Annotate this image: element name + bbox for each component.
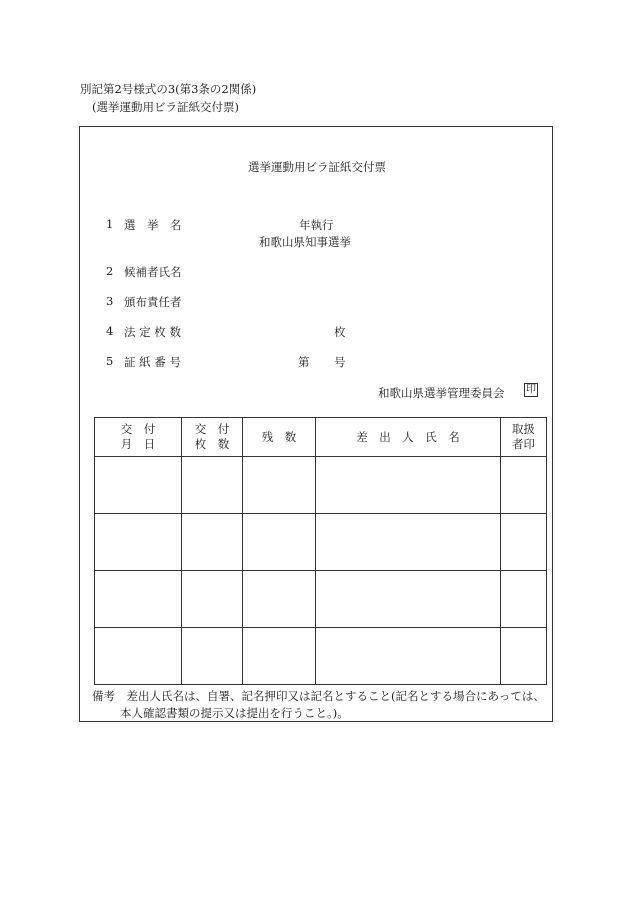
item-label-distribution-manager: 頒布責任者 <box>124 295 182 309</box>
col-header-issue-date-line1: 交 付 <box>120 422 156 436</box>
col-header-remaining-label: 残 数 <box>261 429 297 444</box>
document-title: 選挙運動用ビラ証紙交付票 <box>248 160 386 174</box>
col-header-submitter-name-label: 差 出 人 氏 名 <box>356 429 460 444</box>
col-header-remaining <box>243 418 316 457</box>
form-reference: 別記第2号様式の3(第3条の2関係) <box>80 82 257 96</box>
table-row <box>95 628 547 685</box>
item-value-sheets-unit: 枚 <box>334 325 346 339</box>
item-number-2: 2 <box>106 264 114 278</box>
col-header-submitter-name <box>316 418 501 457</box>
table-row <box>95 514 547 571</box>
table-row <box>95 571 547 628</box>
item-label-candidate-name: 候補者氏名 <box>124 265 182 279</box>
item-value-number-prefix: 第 <box>298 355 310 369</box>
table-cell[interactable] <box>501 571 547 628</box>
note-line-1: 備考 差出人氏名は、自署、記名押印又は記名とすること(記名とする場合にあっては、 <box>92 689 545 703</box>
note-line-2: 本人確認書類の提示又は提出を行うこと。)。 <box>120 706 349 720</box>
col-header-issue-date <box>95 418 182 457</box>
table-cell[interactable] <box>243 628 316 685</box>
item-number-5: 5 <box>106 354 114 368</box>
table-body <box>95 457 547 685</box>
item-number-1: 1 <box>106 217 114 231</box>
table-cell[interactable] <box>182 628 243 685</box>
table-cell[interactable] <box>95 628 182 685</box>
item-label-election-name: 選 挙 名 <box>124 218 182 232</box>
item-value-year-held: 年執行 <box>299 218 334 232</box>
table-cell[interactable] <box>243 571 316 628</box>
table-cell[interactable] <box>501 514 547 571</box>
seal-box: 印 <box>526 384 536 395</box>
col-header-handler-seal-line1: 取扱 <box>512 422 535 436</box>
table-cell[interactable] <box>95 457 182 514</box>
item-value-election: 和歌山県知事選挙 <box>259 235 351 249</box>
col-header-handler-seal <box>501 418 547 457</box>
table-header-row <box>95 418 547 457</box>
table-cell[interactable] <box>316 628 501 685</box>
ledger-table <box>94 417 547 685</box>
item-number-4: 4 <box>106 324 114 338</box>
item-number-3: 3 <box>106 294 114 308</box>
table-row <box>95 457 547 514</box>
col-header-issue-date-line2: 月 日 <box>120 437 156 451</box>
table-cell[interactable] <box>243 514 316 571</box>
table-cell[interactable] <box>182 514 243 571</box>
col-header-issue-count-line2: 枚 数 <box>194 437 230 451</box>
col-header-issue-count-line1: 交 付 <box>194 422 230 436</box>
col-header-issue-count <box>182 418 243 457</box>
table-cell[interactable] <box>316 457 501 514</box>
item-value-number-suffix: 号 <box>334 355 346 369</box>
table-cell[interactable] <box>95 514 182 571</box>
table-cell[interactable] <box>316 571 501 628</box>
col-header-handler-seal-line2: 者印 <box>512 437 535 451</box>
item-label-stamp-number: 証 紙 番 号 <box>124 355 181 369</box>
table-cell[interactable] <box>182 571 243 628</box>
table-cell[interactable] <box>95 571 182 628</box>
table-cell[interactable] <box>501 457 547 514</box>
table-cell[interactable] <box>316 514 501 571</box>
item-label-legal-count: 法 定 枚 数 <box>124 325 181 339</box>
table-cell[interactable] <box>501 628 547 685</box>
form-name: (選挙運動用ビラ証紙交付票) <box>92 100 239 114</box>
table-cell[interactable] <box>182 457 243 514</box>
commission-name: 和歌山県選挙管理委員会 <box>378 386 505 400</box>
table-cell[interactable] <box>243 457 316 514</box>
